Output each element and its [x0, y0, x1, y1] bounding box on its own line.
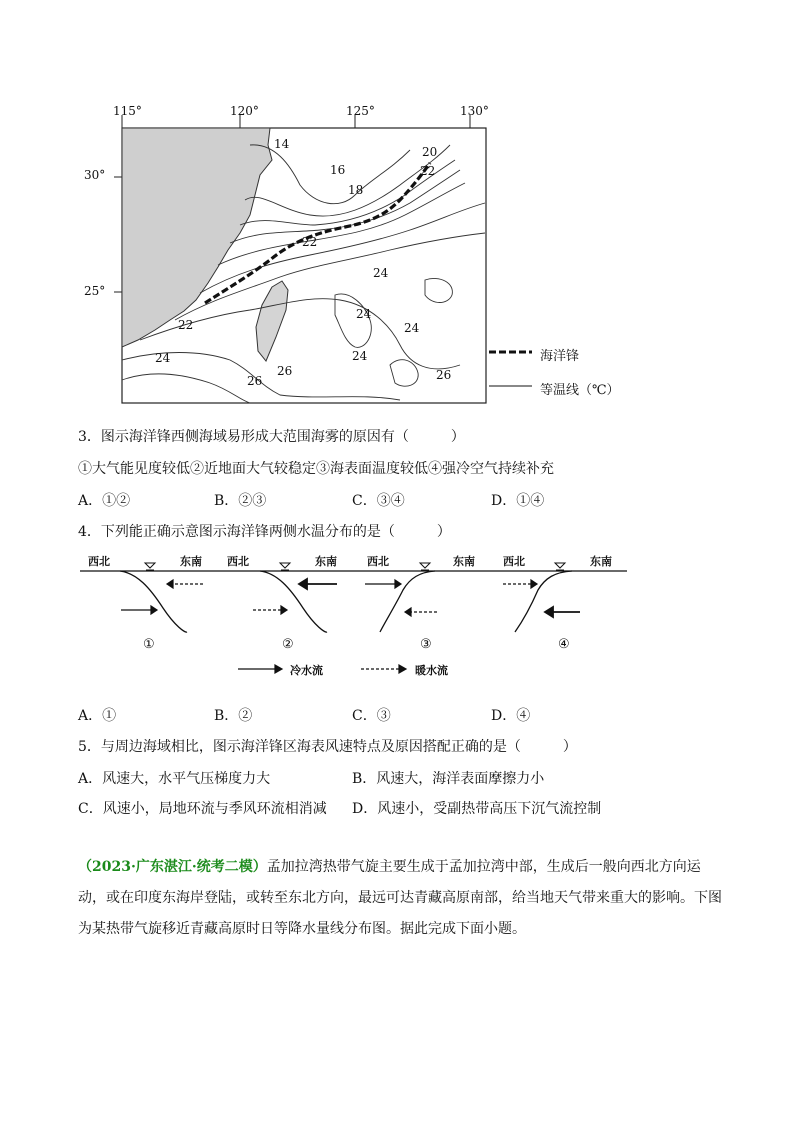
lon-tick-125: 125° [346, 104, 375, 118]
lon-tick-115: 115° [113, 104, 142, 118]
q3-option-d[interactable]: D．①④ [491, 493, 545, 509]
isotherm-label: 24 [404, 321, 420, 335]
legend-cold-current: 冷水流 [290, 664, 323, 677]
panel2-nw-label: 西北 [227, 555, 249, 568]
lat-tick-25: 25° [84, 284, 106, 298]
q5-option-a[interactable]: A．风速大，水平气压梯度力大 [78, 771, 271, 787]
cross-section-panels [75, 548, 635, 688]
isotherm-label: 24 [155, 351, 171, 365]
lon-tick-120: 120° [230, 104, 259, 118]
isotherm-label: 22 [420, 164, 436, 178]
panel-number-3: ③ [420, 637, 432, 652]
isotherm-label: 14 [274, 137, 290, 151]
isotherm-label: 26 [277, 364, 293, 378]
isotherm-label: 16 [330, 163, 346, 177]
panel-number-4: ④ [558, 637, 570, 652]
panel4-nw-label: 西北 [503, 555, 525, 568]
panel-number-2: ② [282, 637, 294, 652]
q3-option-a[interactable]: A．①② [78, 493, 131, 509]
passage-text: 孟加拉湾热带气旋主要生成于孟加拉湾中部，生成后一般向西北方向运动，或在印度东海岸登陆，或转至东北方向，最远可达青藏高原南部，给当地天气带来重大的影响。下图为某热带气旋移近青藏高原时日等降水量线分布图。据此完成下面小题。 [78, 859, 722, 937]
q4-option-a[interactable]: A．① [78, 708, 117, 724]
legend-front-label: 海洋锋 [540, 349, 580, 364]
panel3-se-label: 东南 [453, 555, 475, 568]
isotherm-label: 22 [302, 235, 318, 249]
map-drawing [100, 115, 490, 410]
panel1-nw-label: 西北 [88, 555, 110, 568]
isotherm-label: 22 [178, 318, 194, 332]
isotherm-label: 24 [373, 266, 389, 280]
legend-symbols [487, 346, 537, 396]
q4-option-c[interactable]: C．③ [352, 708, 391, 724]
q5-option-d[interactable]: D．风速小，受副热带高压下沉气流控制 [352, 801, 602, 817]
q4-option-b[interactable]: B．② [214, 708, 253, 724]
q3-option-c[interactable]: C．③④ [352, 493, 405, 509]
legend-warm-current: 暖水流 [415, 664, 448, 677]
legend-isotherm-label: 等温线（℃） [540, 383, 620, 398]
panel4-se-label: 东南 [590, 555, 612, 568]
passage-source: （2023·广东湛江·统考二模） [78, 859, 267, 875]
lon-tick-130: 130° [460, 104, 489, 118]
q5-option-b[interactable]: B．风速大，海洋表面摩擦力小 [352, 771, 545, 787]
panel3-nw-label: 西北 [367, 555, 389, 568]
q5-option-c[interactable]: C．风速小，局地环流与季风环流相消减 [78, 801, 327, 817]
q3-option-b[interactable]: B．②③ [214, 493, 267, 509]
question-4-stem: 4．下列能正确示意图示海洋锋两侧水温分布的是（ ） [78, 524, 451, 540]
question-3-items: ①大气能见度较低②近地面大气较稳定③海表面温度较低④强冷空气持续补充 [78, 461, 554, 477]
reading-passage [78, 852, 728, 945]
q4-option-d[interactable]: D．④ [491, 708, 531, 724]
isotherm-label: 24 [352, 349, 368, 363]
isotherm-label: 26 [247, 374, 263, 388]
question-3-stem: 3．图示海洋锋西侧海域易形成大范围海雾的原因有（ ） [78, 429, 465, 445]
isotherm-label: 24 [356, 307, 372, 321]
lat-tick-30: 30° [84, 168, 106, 182]
panel1-se-label: 东南 [180, 555, 202, 568]
isotherm-label: 18 [348, 183, 364, 197]
panel2-se-label: 东南 [315, 555, 337, 568]
isotherm-label: 26 [436, 368, 452, 382]
panel-number-1: ① [143, 637, 155, 652]
question-5-stem: 5．与周边海域相比，图示海洋锋区海表风速特点及原因搭配正确的是（ ） [78, 739, 577, 755]
isotherm-label: 20 [422, 145, 438, 159]
